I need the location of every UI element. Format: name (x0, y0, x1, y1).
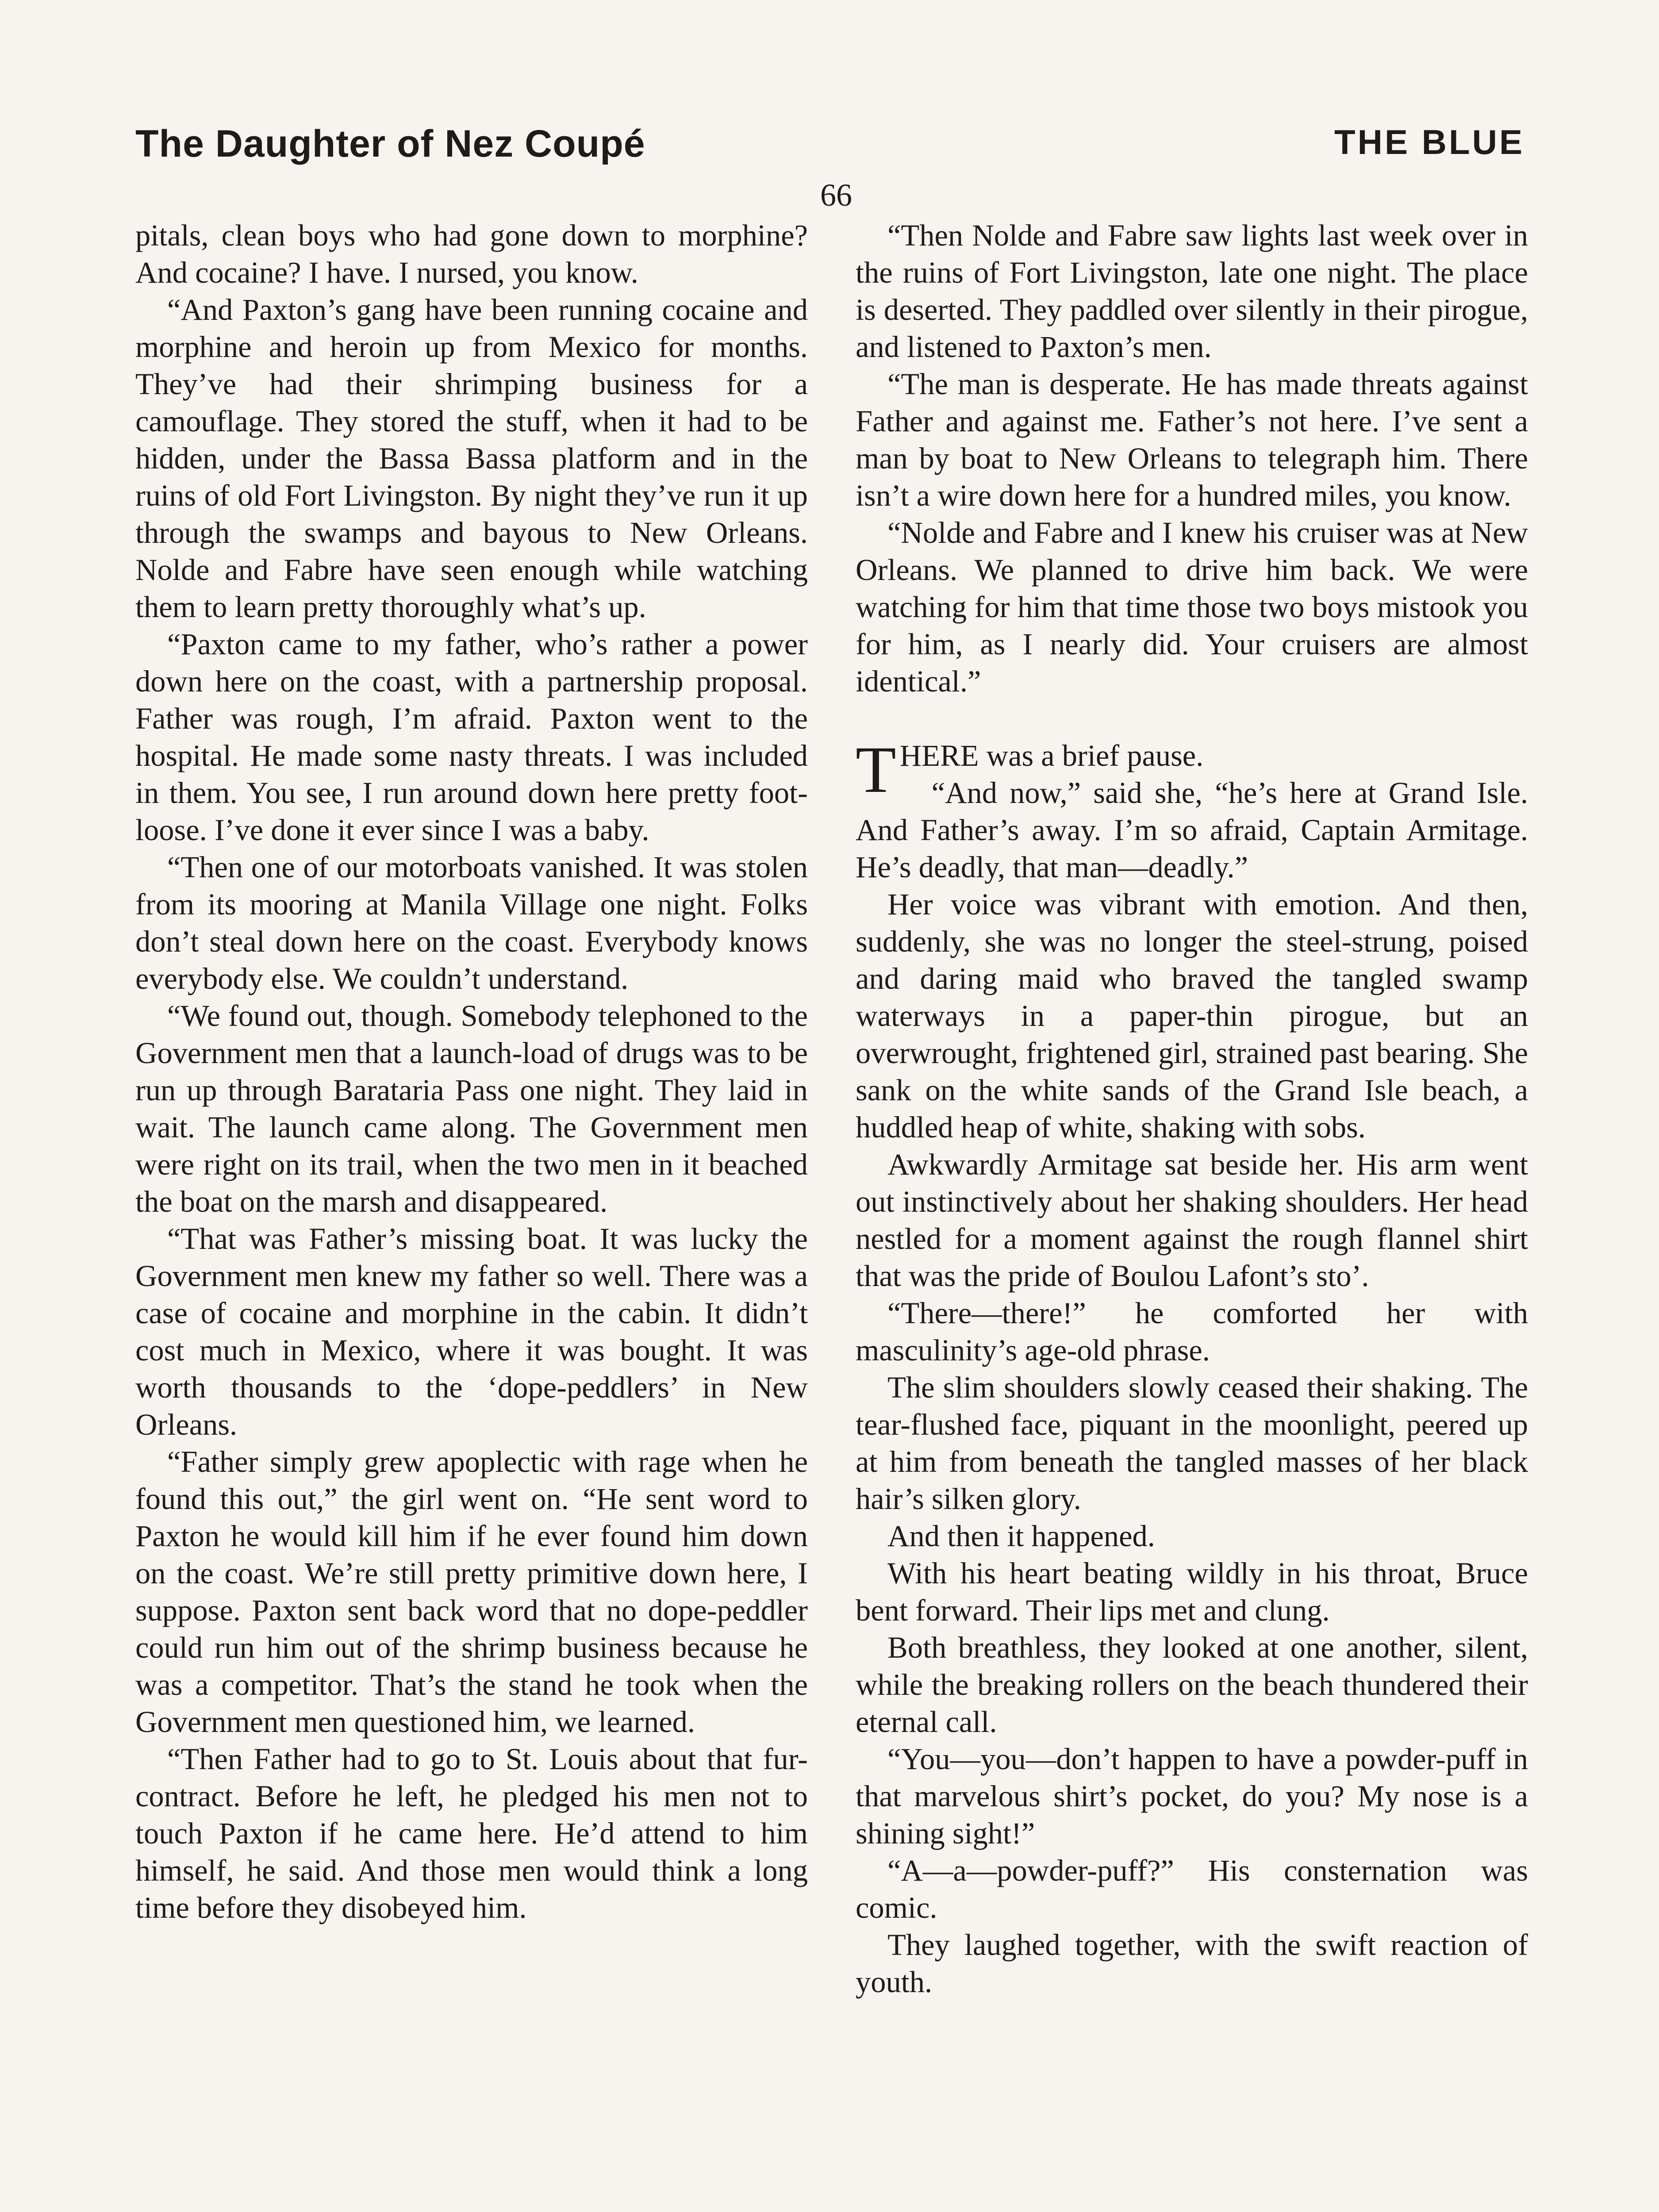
paragraph: “There—there!” he comforted her with masculinity’s age-old phrase. (856, 1296, 1528, 1367)
page-number: 66 (820, 177, 852, 213)
paragraph: “Nolde and Fabre and I knew his cruiser was at New Orleans. We planned to drive him back. We were watching for him that time those two boys mistook you for him, as I nearly did. Your cruisers are almost identical.” (856, 516, 1528, 698)
section-opening-text: HERE was a brief pause. (899, 739, 1204, 772)
paragraph: “You—you—don’t happen to have a powder-puff in that marvelous shirt’s pocket, do you? My nose is a shining sight!” (856, 1742, 1528, 1850)
paragraph: “Then one of our motorboats vanished. It was stolen from its mooring at Manila Village one night. Folks don’t steal down here on the coast. Everybody knows everybody else. We couldn’t understand. (135, 850, 808, 995)
paragraph: “Then Father had to go to St. Louis about that fur-contract. Before he left, he pledged his men not to touch Paxton if he came here. He’d attend to him himself, he said. And those men would think a long time before they disobeyed him. (135, 1742, 808, 1924)
paragraph: pitals, clean boys who had gone down to morphine? And cocaine? I have. I nursed, you know. (135, 219, 808, 289)
paragraph: Awkwardly Armitage sat beside her. His arm went out instinctively about her shaking shoulders. Her head nestled for a moment against the rough flannel shirt that was the pride of Boulou Lafont’s sto’. (856, 1148, 1528, 1293)
drop-cap: T (856, 733, 896, 806)
paragraph: “Father simply grew apoplectic with rage when he found this out,” the girl went on. “He sent word to Paxton he would kill him if he ever found him down on the coast. We’re still pretty primitive down here, I suppose. Paxton sent back word that no dope-peddler could run him out of the shrimp business because he was a competitor. That’s the stand he took when the Government men questioned him, we learned. (135, 1445, 808, 1739)
paragraph: “Then Nolde and Fabre saw lights last week over in the ruins of Fort Livingston, late one night. The place is deserted. They paddled over silently in their pirogue, and listened to Paxton’s men. (856, 219, 1528, 364)
paragraph: They laughed together, with the swift reaction of youth. (856, 1928, 1528, 1999)
paragraph: “We found out, though. Somebody telephoned to the Government men that a launch-load of drugs was to be run up through Barataria Pass one night. They laid in wait. The launch came along. The Government men were right on its trail, when the two men in it beached the boat on the marsh and disappeared. (135, 999, 808, 1218)
story-title: The Daughter of Nez Coupé (135, 123, 645, 165)
paragraph: And then it happened. (887, 1519, 1155, 1553)
section-break (856, 700, 1528, 737)
paragraph: “That was Father’s missing boat. It was lucky the Government men knew my father so well. There was a case of cocaine and morphine in the cabin. It didn’t cost much in Mexico, where it was bought. It was worth thousands to the ‘dope-peddlers’ in New Orleans. (135, 1222, 808, 1441)
paragraph: The slim shoulders slowly ceased their shaking. The tear-flushed face, piquant in the moonlight, peered up at him from beneath the tangled masses of her black hair’s silken glory. (856, 1371, 1528, 1516)
paragraph: “And now,” said she, “he’s here at Grand Isle. And Father’s away. I’m so afraid, Captain Armitage. He’s deadly, that man—deadly.” (856, 776, 1528, 884)
paragraph: “A—a—powder-puff?” His consternation was comic. (856, 1854, 1528, 1924)
paragraph: With his heart beating wildly in his throat, Bruce bent forward. Their lips met and clung. (856, 1556, 1528, 1627)
paragraph: “And Paxton’s gang have been running cocaine and morphine and heroin up from Mexico for months. They’ve had their shrimping business for a camouflage. They stored the stuff, when it had to be hidden, under the Bassa Bassa platform and in the ruins of old Fort Livingston. By night they’ve run it up through the swamps and bayous to New Orleans. Nolde and Fabre have seen enough while watching them to learn pretty thoroughly what’s up. (135, 293, 808, 624)
left-column (135, 217, 808, 1926)
section-opening-paragraph (856, 733, 1528, 806)
right-column (856, 217, 1528, 2001)
paragraph: Both breathless, they looked at one another, silent, while the breaking rollers on the beach thundered their eternal call. (856, 1631, 1528, 1739)
paragraph: “Paxton came to my father, who’s rather a power down here on the coast, with a partnership proposal. Father was rough, I’m afraid. Paxton went to the hospital. He made some nasty threats. I was included in them. You see, I run around down here pretty foot-loose. I’ve done it ever since I was a baby. (135, 627, 808, 847)
paragraph: Her voice was vibrant with emotion. And then, suddenly, she was no longer the steel-strung, poised and daring maid who braved the tangled swamp waterways in a paper-thin pirogue, but an overwrought, frightened girl, strained past bearing. She sank on the white sands of the Grand Isle beach, a huddled heap of white, shaking with sobs. (856, 887, 1528, 1144)
paragraph: “The man is desperate. He has made threats against Father and against me. Father’s not here. I’ve sent a man by boat to New Orleans to telegraph him. There isn’t a wire down here for a hundred miles, you know. (856, 367, 1528, 512)
magazine-name: THE BLUE (1334, 123, 1525, 161)
